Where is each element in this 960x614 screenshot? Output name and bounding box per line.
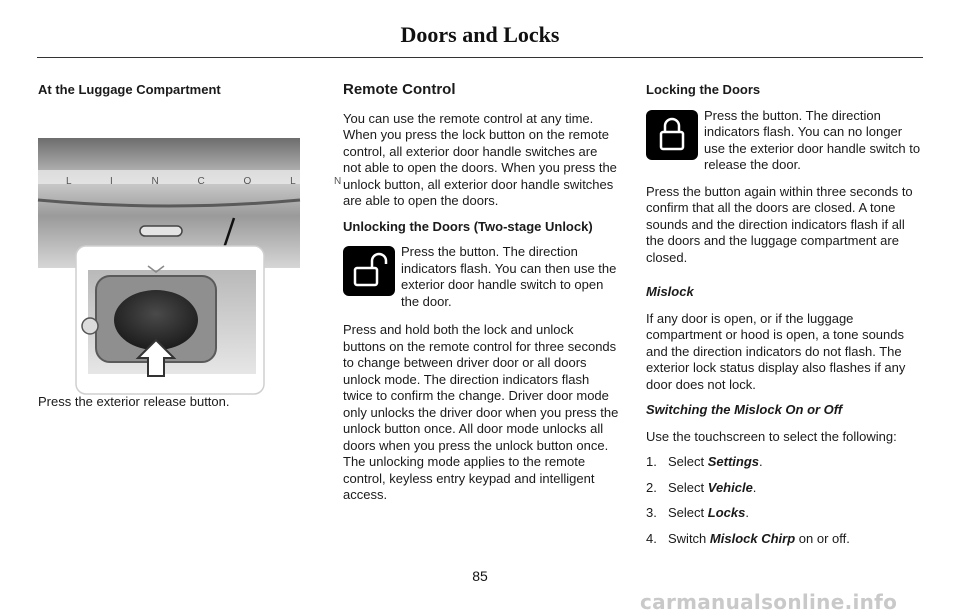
switch-mislock-heading: Switching the Mislock On or Off [646,402,843,417]
step-item: 3. Select Locks. [646,505,749,520]
middle-column [343,82,619,513]
locking-heading: Locking the Doors [646,82,761,97]
lock-text: Press the button. The direction indicators flash. You can no longer use the exterior door handle switch to release the door. [704,107,921,172]
luggage-heading: At the Luggage Compartment [38,82,221,97]
step-item: 4. Switch Mislock Chirp on or off. [646,530,850,546]
right-column [646,82,924,556]
luggage-caption: Press the exterior release button. [38,393,230,409]
remote-control-intro: You can use the remote control at any time. When you press the lock button on the remote control, all exterior door handle switches are not able to open the doors. When you press the unlock button, all exterior door handle switches are able to open the doors. [343,110,617,208]
mislock-heading: Mislock [646,284,694,299]
unlock-icon [343,246,395,296]
title-divider [37,57,923,58]
step-item: 1. Select Settings. [646,454,763,469]
page-title: Doors and Locks [400,22,560,47]
hold-buttons-text: Press and hold both the lock and unlock buttons on the remote control for three seconds to change between driver door or all doors unlock mode. The direction indicators flash twice to confirm the change. Driver door mode only unlocks the driver door when you press the unlock button once. All door mode unlocks all doors when you press the unlock button once. The unlocking mode applies to the remote control, keyless entry keypad and intelligent access. [343,322,619,502]
page-number: 85 [472,568,488,584]
unlock-instruction [343,244,619,310]
lock-icon [646,110,698,160]
confirm-closed-text: Press the button again within three seconds to confirm that all the doors are closed. A tone sounds and the direction indicators flash if all the doors and the luggage compartment are closed. [646,183,913,265]
luggage-release-button-illustration-icon [38,108,360,376]
mislock-steps [646,454,924,547]
lincoln-logo-text: L I N C O L N [66,175,360,187]
lock-instruction [646,108,924,174]
unlocking-heading: Unlocking the Doors (Two-stage Unlock) [343,218,593,234]
mislock-text: If any door is open, or if the luggage compartment or hood is open, a tone sounds and the direction indicators do not flash. The exterior lock status display also flashes if any door does not lock. [646,310,906,392]
luggage-release-illustration [38,108,360,376]
step-item: 2. Select Vehicle. [646,479,757,495]
touchscreen-text: Use the touchscreen to select the following: [646,428,897,444]
watermark: carmanualsonline.info [640,590,898,614]
left-column [38,82,360,419]
remote-control-heading: Remote Control [343,81,456,98]
unlock-text: Press the button. The direction indicators flash. You can then use the exterior door handle switch to open the door. [401,244,617,309]
